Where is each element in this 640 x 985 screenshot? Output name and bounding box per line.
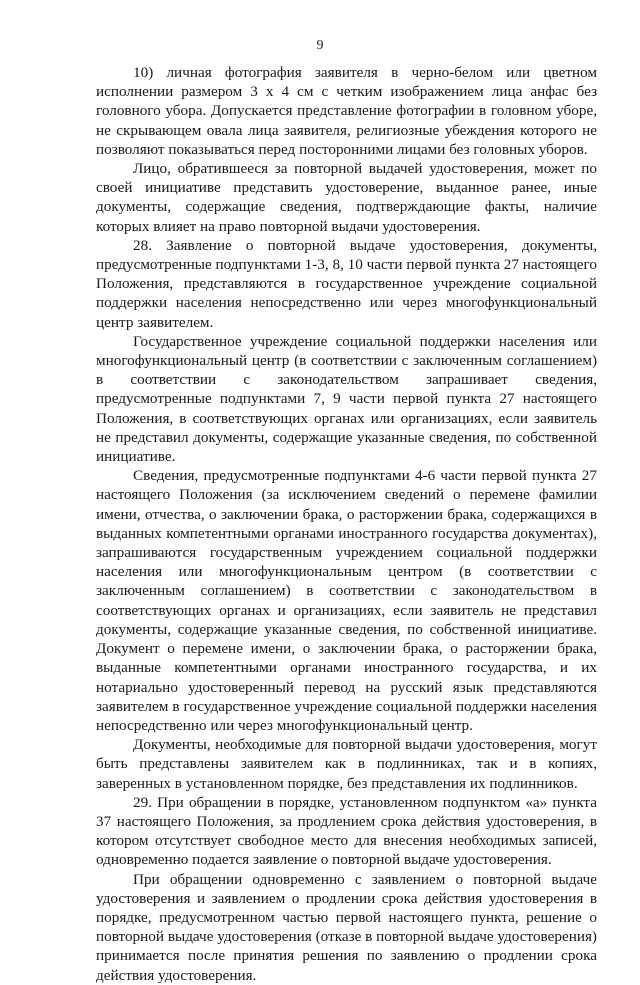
paragraph-own-initiative: Лицо, обратившееся за повторной выдачей удостоверения, может по своей инициативе представить удостоверение, выданное ранее, иные документы, содержащие сведения, подтверждающие факты, наличие которых влияет на право повторной выдачи удостоверения.	[96, 160, 597, 235]
paragraph-clause-29: 29. При обращении в порядке, установленном подпунктом «а» пункта 37 настоящего Положения, за продлением срока действия удостоверения, в котором отсутствует свободное место для внесения необходимых записей, одновременно подается заявление о повторной выдаче удостоверения.	[96, 793, 597, 869]
paragraph-document-copies: Документы, необходимые для повторной выдачи удостоверения, могут быть представлены заявителем как в подлинниках, так и в копиях, заверенных в установленном порядке, без представления их подлинников.	[96, 736, 597, 792]
paragraph-item-10-photo: 10) личная фотография заявителя в черно-белом или цветном исполнении размером 3 х 4 см с четким изображением лица анфас без головного убора. Допускается представление фотографии в головном уборе, не скрывающем овала лица заявителя, религиозные убеждения которого не позволяют показываться перед посторонними лицами без головных уборов.	[96, 64, 597, 158]
paragraph-clause-28: 28. Заявление о повторной выдаче удостоверения, документы, предусмотренные подпунктами 1-3, 8, 10 части первой пункта 27 настоящего Положения, представляются в государственное учреждение социальной поддержки населения непосредственно или через многофункциональный центр заявителем.	[96, 236, 597, 331]
document-body	[96, 63, 597, 985]
paragraph-institution-requests: Государственное учреждение социальной поддержки населения или многофункциональный центр (в соответствии с заключенным соглашением) в соответствии с законодательством запрашивает сведения, предусмотренные подпунктами 7, 9 части первой пункта 27 настоящего Положения, в соответствующих органах или организациях, если заявитель не представил документы, содержащие указанные сведения, по собственной инициативе.	[96, 332, 597, 466]
page-number: 9	[316, 38, 324, 53]
paragraph-simultaneous-application: При обращении одновременно с заявлением о повторной выдаче удостоверения и заявлением о продлении срока действия удостоверения в порядке, предусмотренном частью первой настоящего пункта, решение о повторной выдаче удостоверения (отказе в повторной выдаче удостоверения) принимается после принятия решения по заявлению о продлении срока действия удостоверения.	[96, 870, 597, 984]
paragraph-information-requests: Сведения, предусмотренные подпунктами 4-6 части первой пункта 27 настоящего Положения (за исключением сведений о перемене фамилии имени, отчества, о заключении брака, о расторжении брака, содержащихся в выданных компетентными органами иностранного государства документах), запрашиваются государственным учреждением социальной поддержки населения или многофункциональным центром (в соответствии с заключенным соглашением) в соответствии с законодательством в соответствующих органах и организациях, если заявитель не представил документы, содержащие указанные сведения, по собственной инициативе. Документ о перемене имени, о заключении брака, о расторжении брака, выданные компетентными органами иностранного государства, и их нотариально удостоверенный перевод на русский язык представляются заявителем в государственное учреждение социальной поддержки населения непосредственно или через многофункциональный центр.	[96, 467, 597, 734]
